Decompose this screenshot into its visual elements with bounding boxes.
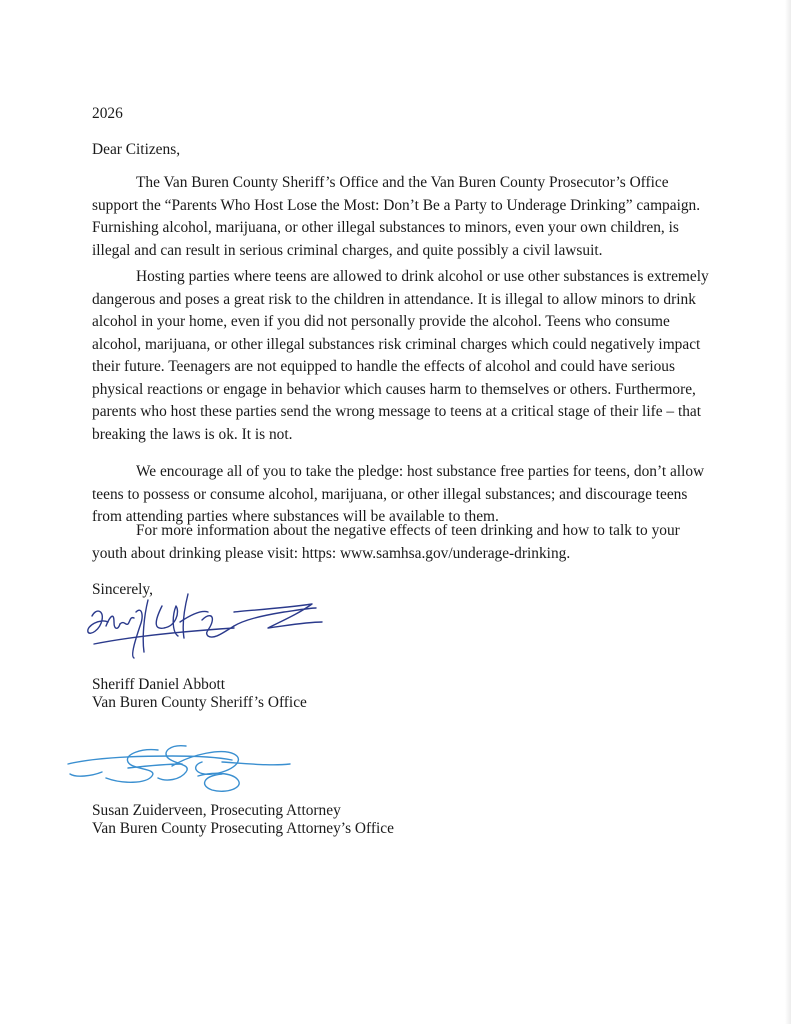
- paragraph-4: For more information about the negative effects of teen drinking and how to talk to your youth about drinking please visit: https: www.samhsa.gov/underage-drinking.: [92, 522, 680, 562]
- letter-date: 2026: [92, 105, 123, 122]
- closing: Sincerely,: [92, 581, 153, 598]
- sheriff-name: Sheriff Daniel Abbott: [92, 676, 226, 693]
- paragraph-3: We encourage all of you to take the pledge: host substance free parties for teens, don’t allow teens to possess or consume alcohol, marijuana, or other illegal substances; and discourage teens from attending parties where substances will be available to them.: [92, 463, 705, 525]
- sheriff-signature: [84, 586, 324, 664]
- sheriff-office: Van Buren County Sheriff’s Office: [92, 694, 307, 711]
- prosecutor-name: Susan Zuiderveen, Prosecuting Attorney: [92, 802, 341, 819]
- paragraph-2: Hosting parties where teens are allowed to drink alcohol or use other substances is extremely dangerous and poses a great risk to the children in attendance. It is illegal to allow minors to drink alcohol in your home, even if you did not personally provide the alcohol. Teens who consume alcohol, marijuana, or other illegal substances risk criminal charges which could negatively impact their future. Teenagers are not equipped to handle the effects of alcohol and could have serious physical reactions or engage in behavior which causes harm to themselves or others. Furthermore, parents who host these parties send the wrong message to teens at a critical stage of their life – that breaking the laws is ok. It is not.: [92, 268, 709, 443]
- salutation: Dear Citizens,: [92, 141, 181, 158]
- paragraph-1: The Van Buren County Sheriff’s Office and the Van Buren County Prosecutor’s Office support the “Parents Who Host Lose the Most: Don’t Be a Party to Underage Drinking” campaign. Furnishing alcohol, marijuana, or other illegal substances to minors, even your own children, is illegal and can result in serious criminal charges, and quite possibly a civil lawsuit.: [92, 174, 701, 259]
- prosecutor-office: Van Buren County Prosecuting Attorney’s Office: [92, 820, 394, 837]
- page-edge: [785, 0, 791, 1024]
- prosecutor-signature: [62, 736, 302, 794]
